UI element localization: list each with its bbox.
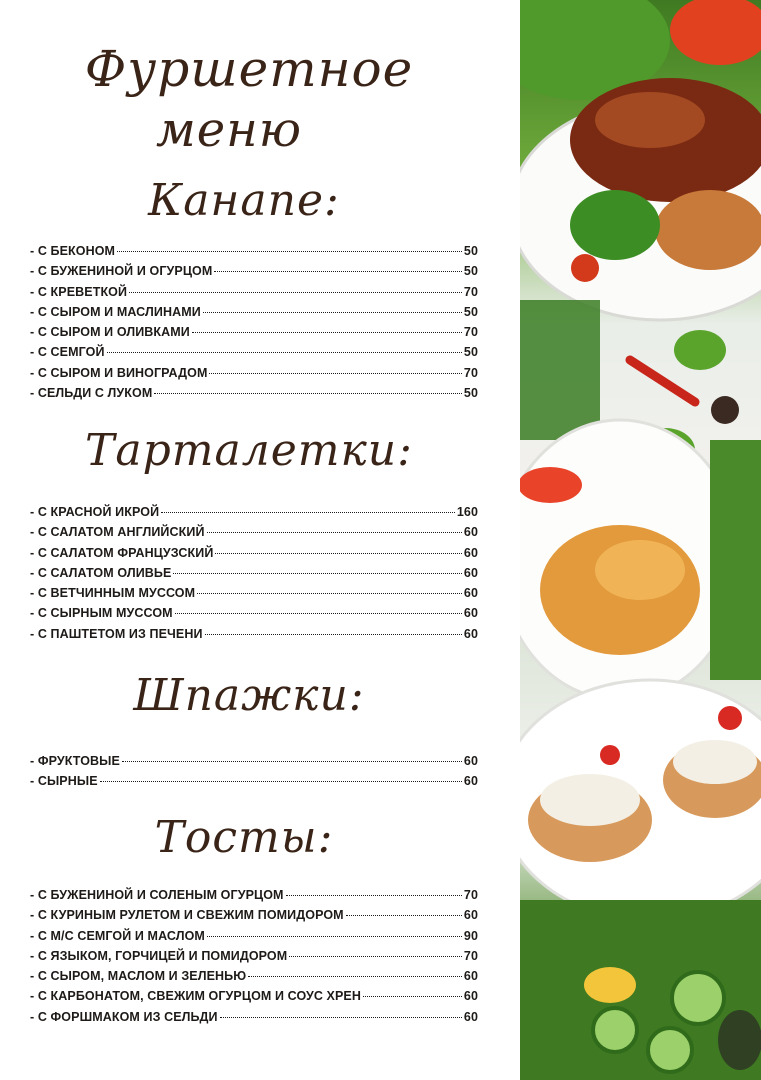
menu-item-name: - ФРУКТОВЫЕ — [30, 754, 120, 768]
dot-leader — [286, 895, 462, 896]
salad-left — [540, 774, 640, 826]
menu-item-name: - С БУЖЕНИНОЙ И СОЛЕНЫМ ОГУРЦОМ — [30, 888, 284, 902]
menu-item — [30, 305, 478, 325]
dot-leader — [129, 292, 462, 293]
menu-item-price: 50 — [463, 244, 478, 258]
herb-bunch — [520, 300, 600, 440]
menu-item-name: - С КРЕВЕТКОЙ — [30, 284, 128, 299]
menu-item — [30, 264, 478, 284]
menu-item-name: - СЫРНЫЕ — [30, 774, 98, 789]
cucumber-and-onion — [710, 440, 761, 680]
menu-item — [30, 285, 478, 305]
menu-item-name: - С М/С СЕМГОЙ И МАСЛОМ — [30, 928, 205, 943]
menu-item-name: - С САЛАТОМ АНГЛИЙСКИЙ — [30, 525, 205, 540]
menu-item-price: 70 — [463, 948, 478, 963]
menu-item-name: - С СЕМГОЙ — [30, 345, 105, 360]
menu-item-name: - С КУРИНЫМ РУЛЕТОМ И СВЕЖИМ ПОМИДОРОМ — [30, 908, 344, 923]
menu-item-price: 160 — [456, 505, 478, 519]
dot-leader — [220, 1017, 462, 1018]
menu-item — [30, 345, 478, 365]
dot-leader — [289, 956, 462, 957]
menu-item-name: - С СЫРОМ, МАСЛОМ И ЗЕЛЕНЬЮ — [30, 969, 247, 984]
menu-item-price: 60 — [463, 525, 478, 540]
dot-leader — [161, 512, 455, 513]
potato-highlight — [595, 540, 685, 600]
menu-title: Фуршетное — [84, 40, 414, 98]
basil-leaf — [674, 330, 726, 370]
menu-item — [30, 505, 478, 525]
menu-item-name: - С СЫРОМ И ОЛИВКАМИ — [30, 325, 190, 340]
sauce-bowl — [520, 467, 582, 503]
menu-item-name: - СЕЛЬДИ С ЛУКОМ — [30, 386, 153, 401]
lemon-slice — [584, 967, 636, 1003]
menu-item — [30, 989, 478, 1009]
dot-leader — [122, 761, 462, 762]
menu-item-price: 60 — [463, 545, 478, 560]
menu-item-price: 60 — [463, 606, 478, 621]
menu-item — [30, 606, 478, 626]
dot-leader — [363, 996, 462, 997]
dot-leader — [192, 332, 462, 333]
menu-item-price: 70 — [463, 325, 478, 340]
menu-item-name: - С СЫРНЫМ МУССОМ — [30, 606, 173, 621]
salad-right — [673, 740, 757, 784]
menu-item — [30, 566, 478, 586]
section-title-kanape: Канапе: — [148, 175, 340, 226]
menu-item-name: - С ФОРШМАКОМ ИЗ СЕЛЬДИ — [30, 1009, 218, 1024]
menu-item-name: - С КРАСНОЙ ИКРОЙ — [30, 505, 160, 519]
tomato — [571, 254, 599, 282]
cherry-tomato — [718, 706, 742, 730]
menu-item-price: 60 — [463, 774, 478, 789]
menu-item — [30, 546, 478, 566]
menu-item — [30, 586, 478, 606]
menu-item-price: 70 — [463, 365, 478, 380]
menu-item-name: - С СЫРОМ И ВИНОГРАДОМ — [30, 365, 208, 380]
menu-item — [30, 244, 478, 264]
menu-item-name: - С КАРБОНАТОМ, СВЕЖИМ ОГУРЦОМ И СОУС ХРЕН — [30, 989, 361, 1004]
menu-item-name: - С БУЖЕНИНОЙ И ОГУРЦОМ — [30, 264, 213, 279]
menu-item-price: 60 — [463, 626, 478, 641]
parsley — [570, 190, 660, 260]
section-title-tosty: Тосты: — [154, 812, 334, 863]
menu-item — [30, 386, 478, 406]
food-photo-strip — [520, 0, 761, 1080]
pepper-top — [670, 0, 761, 65]
cucumber-slice — [672, 972, 724, 1024]
menu-item — [30, 325, 478, 345]
menu-item-name: - С САЛАТОМ ОЛИВЬЕ — [30, 565, 172, 580]
shpazhki-list — [30, 754, 478, 795]
dot-leader — [203, 312, 462, 313]
stewed-cabbage — [655, 190, 761, 270]
menu-item-name: - С СЫРОМ И МАСЛИНАМИ — [30, 304, 201, 319]
menu-item — [30, 969, 478, 989]
section-title-tartaletki: Тарталетки: — [85, 425, 413, 476]
menu-item-price: 60 — [463, 586, 478, 601]
menu-item-price: 50 — [463, 264, 478, 279]
menu-item — [30, 929, 478, 949]
menu-item — [30, 1010, 478, 1030]
menu-item-name: - С ЯЗЫКОМ, ГОРЧИЦЕЙ И ПОМИДОРОМ — [30, 948, 288, 963]
menu-item-name: - С САЛАТОМ ФРАНЦУЗСКИЙ — [30, 545, 214, 560]
dot-leader — [205, 634, 462, 635]
menu-item — [30, 754, 478, 774]
tosty-list — [30, 888, 478, 1030]
dot-leader — [197, 593, 462, 594]
menu-item-price: 50 — [463, 345, 478, 360]
menu-item-name: - С ВЕТЧИННЫМ МУССОМ — [30, 586, 196, 601]
menu-item-name: - С ПАШТЕТОМ ИЗ ПЕЧЕНИ — [30, 626, 203, 641]
tartaletki-list — [30, 505, 478, 647]
peppercorns — [711, 396, 739, 424]
dot-leader — [117, 251, 462, 252]
menu-item-price: 90 — [463, 928, 478, 943]
menu-item-price: 50 — [463, 386, 478, 401]
menu-item — [30, 366, 478, 386]
menu-item-name: - С БЕКОНОМ — [30, 244, 116, 258]
menu-item — [30, 525, 478, 545]
menu-item-price: 50 — [463, 304, 478, 319]
dot-leader — [214, 271, 462, 272]
menu-item — [30, 949, 478, 969]
dot-leader — [215, 553, 461, 554]
cucumber-slice-3 — [648, 1028, 692, 1072]
menu-item-price: 60 — [463, 908, 478, 923]
menu-item — [30, 627, 478, 647]
section-title-shpazhki: Шпажки: — [133, 670, 365, 721]
dot-leader — [107, 352, 462, 353]
menu-subtitle: меню — [155, 102, 303, 158]
cherry-tomato-2 — [600, 745, 620, 765]
menu-item-price: 60 — [463, 969, 478, 984]
menu-item-price: 60 — [463, 754, 478, 768]
roast-highlight — [595, 92, 705, 148]
kanape-list — [30, 244, 478, 406]
dot-leader — [175, 613, 462, 614]
dot-leader — [209, 373, 461, 374]
menu-item-price: 60 — [463, 565, 478, 580]
food-photo-illustration — [520, 0, 761, 1080]
dot-leader — [100, 781, 462, 782]
menu-item — [30, 908, 478, 928]
menu-item-price: 70 — [463, 888, 478, 902]
dot-leader — [154, 393, 462, 394]
menu-item-price: 60 — [463, 1009, 478, 1024]
dot-leader — [207, 532, 462, 533]
dot-leader — [346, 915, 462, 916]
olives — [718, 1010, 761, 1070]
menu-item — [30, 774, 478, 794]
dot-leader — [173, 573, 461, 574]
dot-leader — [207, 936, 462, 937]
menu-item — [30, 888, 478, 908]
dot-leader — [248, 976, 462, 977]
menu-item-price: 60 — [463, 989, 478, 1004]
menu-item-price: 70 — [463, 284, 478, 299]
cucumber-slice-2 — [593, 1008, 637, 1052]
